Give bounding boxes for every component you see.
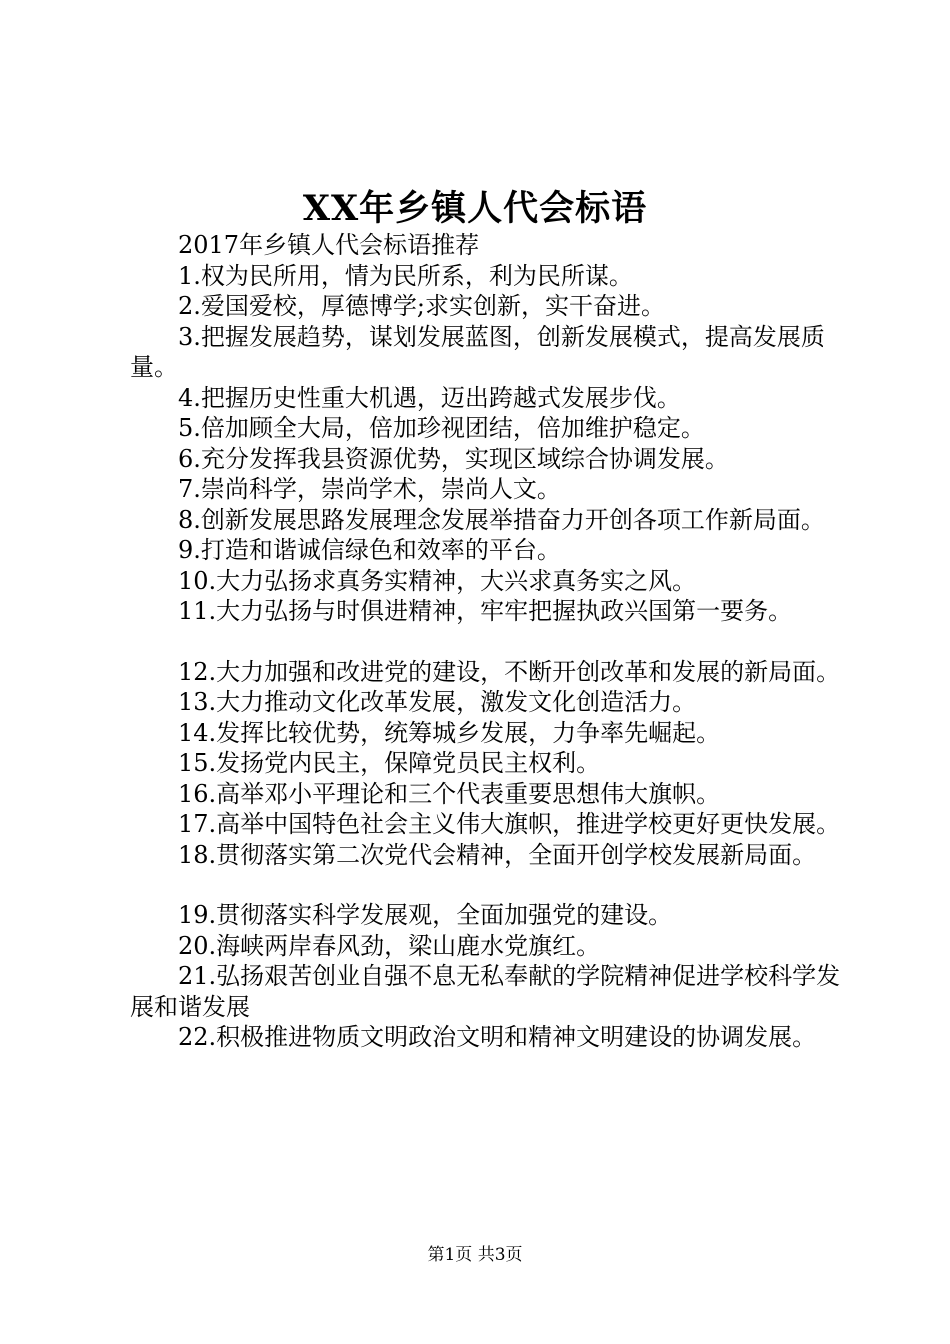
slogan-item-7: 7.崇尚科学，崇尚学术，崇尚人文。 [178, 475, 561, 503]
intro-line: 2017年乡镇人代会标语推荐 [178, 231, 480, 259]
slogan-item-22: 22.积极推进物质文明政治文明和精神文明建设的协调发展。 [178, 1023, 817, 1051]
slogan-item-16: 16.高举邓小平理论和三个代表重要思想伟大旗帜。 [178, 779, 721, 808]
slogan-item-13: 13.大力推动文化改革发展，激发文化创造活力。 [178, 688, 697, 716]
slogan-item-4: 4.把握历史性重大机遇，迈出跨越式发展步伐。 [178, 383, 681, 412]
page-number-footer: 第1页 共3页 [427, 1245, 523, 1265]
slogan-item-19: 19.贯彻落实科学发展观，全面加强党的建设。 [178, 901, 673, 929]
slogan-item-17: 17.高举中国特色社会主义伟大旗帜，推进学校更好更快发展。 [178, 810, 841, 838]
slogan-item-20: 20.海峡两岸春风劲，梁山鹿水党旗红。 [178, 931, 601, 960]
slogan-item-15: 15.发扬党内民主，保障党员民主权利。 [178, 749, 601, 777]
slogan-item-18: 18.贯彻落实第二次党代会精神，全面开创学校发展新局面。 [178, 840, 817, 869]
slogan-item-11: 11.大力弘扬与时俱进精神，牢牢把握执政兴国第一要务。 [178, 597, 793, 625]
document-title: XX年乡镇人代会标语 [302, 188, 648, 229]
document-body [130, 230, 846, 1053]
slogan-item-14: 14.发挥比较优势，统筹城乡发展，力争率先崛起。 [178, 718, 721, 747]
slogan-item-10: 10.大力弘扬求真务实精神，大兴求真务实之风。 [178, 566, 697, 595]
slogan-item-2: 2.爱国爱校，厚德博学;求实创新，实干奋进。 [178, 292, 665, 320]
slogan-item-6: 6.充分发挥我县资源优势，实现区域综合协调发展。 [178, 444, 729, 473]
slogan-item-9: 9.打造和谐诚信绿色和效率的平台。 [178, 536, 561, 564]
slogan-item-21: 21.弘扬艰苦创业自强不息无私奉献的学院精神促进学校科学发展和谐发展 [130, 962, 841, 1021]
slogan-item-3: 3.把握发展趋势，谋划发展蓝图，创新发展模式，提高发展质量。 [130, 322, 825, 381]
slogan-item-8: 8.创新发展思路发展理念发展举措奋力开创各项工作新局面。 [178, 505, 825, 534]
slogan-item-1: 1.权为民所用，情为民所系，利为民所谋。 [178, 261, 633, 290]
slogan-item-5: 5.倍加顾全大局，倍加珍视团结，倍加维护稳定。 [178, 414, 705, 442]
slogan-item-12: 12.大力加强和改进党的建设，不断开创改革和发展的新局面。 [178, 657, 841, 686]
